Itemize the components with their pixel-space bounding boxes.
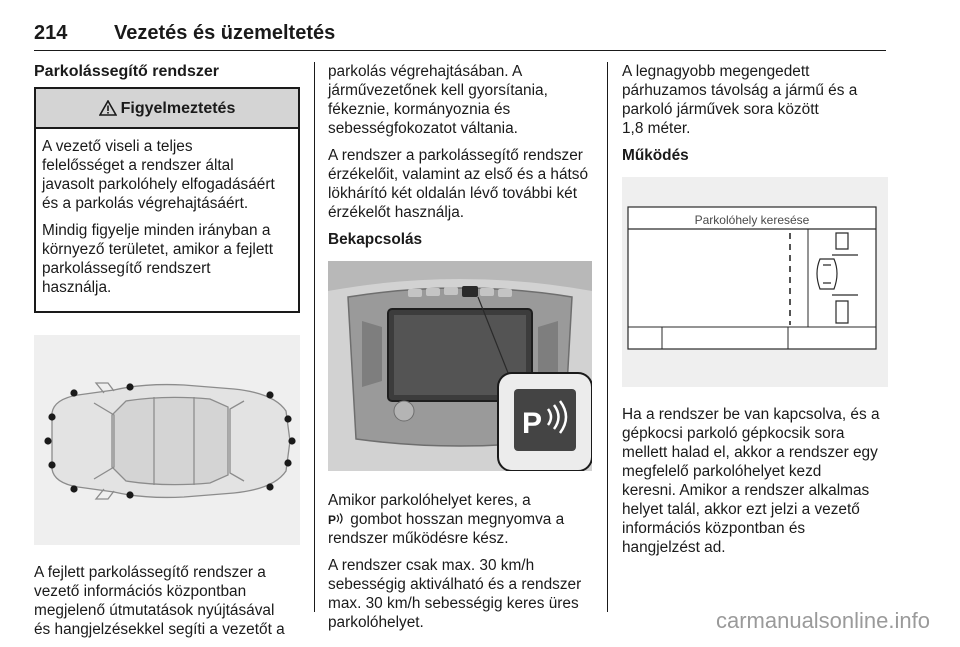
park-assist-icon xyxy=(328,512,346,525)
svg-text:P: P xyxy=(522,407,543,440)
section-title: Parkolássegítő rendszer xyxy=(34,63,219,80)
body-paragraph: Ha a rendszer be van kapcsolva, és a gépkocsi parkoló gépkocsik sora mellett halad el, akkor a rendszer egy megfelelő parkolóhelyet kezd keresni. Amikor a rendszer alkalmas helyet talál, akkor ezt jelzi a vezető információs központban és hangjelzést ad. xyxy=(622,406,880,556)
dashboard-illustration xyxy=(328,261,592,471)
subheading: Bekapcsolás xyxy=(328,231,423,248)
page-number: 214 xyxy=(34,22,68,44)
info-display-illustration xyxy=(622,177,888,387)
column-divider xyxy=(314,62,315,612)
column-1 xyxy=(34,62,300,647)
column-2 xyxy=(328,62,592,640)
warning-paragraph: Mindig figyelje minden irányban a környező területet, amikor a fejlett parkolássegítő rendszert használja. xyxy=(42,222,273,296)
text-line: rendszer működésre kész. xyxy=(328,530,509,547)
display-title: Parkolóhely keresése xyxy=(694,213,810,227)
warning-triangle-icon xyxy=(99,100,117,116)
body-paragraph: A fejlett parkolássegítő rendszer a vezető információs központban megjelenő útmutatások nyújtásával és hangjelzésekkel segíti a vezetőt a xyxy=(34,564,285,638)
body-paragraph: A legnagyobb megengedett párhuzamos távolság a jármű és a parkoló járművek sora között 1,8 méter. xyxy=(622,63,858,137)
column-divider xyxy=(607,62,608,612)
column-3 xyxy=(622,62,888,565)
page-header xyxy=(34,22,886,51)
watermark: carmanualsonline.info xyxy=(715,608,930,633)
body-paragraph xyxy=(328,491,592,548)
warning-paragraph: A vezető viseli a teljes felelősséget a rendszer által javasolt parkolóhely elfogadásáért és a parkolás végrehajtásáért. xyxy=(42,138,275,212)
body-paragraph: A rendszer csak max. 30 km/h sebességig aktiválható és a rendszer max. 30 km/h sebességig keres üres parkolóhelyet. xyxy=(328,557,582,631)
subheading: Működés xyxy=(622,147,689,164)
body-paragraph: parkolás végrehajtásában. A járművezetőnek kell gyorsítania, fékeznie, kormányoznia és sebességfokozatot váltania. xyxy=(328,63,548,137)
body-paragraph: A rendszer a parkolássegítő rendszer érzékelőit, valamint az első és a hátsó lökhárító két oldalán lévő további két érzékelőt használja. xyxy=(328,147,589,221)
car-sensor-illustration xyxy=(34,335,300,545)
text-line: gombot hosszan megnyomva a xyxy=(350,511,565,528)
text-line: Amikor parkolóhelyet keres, a xyxy=(328,492,531,509)
warning-box xyxy=(34,87,300,313)
svg-text:P: P xyxy=(328,513,337,525)
chapter-title: Vezetés és üzemeltetés xyxy=(114,22,336,44)
warning-title: Figyelmeztetés xyxy=(120,99,236,117)
warning-header xyxy=(36,89,298,129)
warning-body xyxy=(36,129,298,311)
